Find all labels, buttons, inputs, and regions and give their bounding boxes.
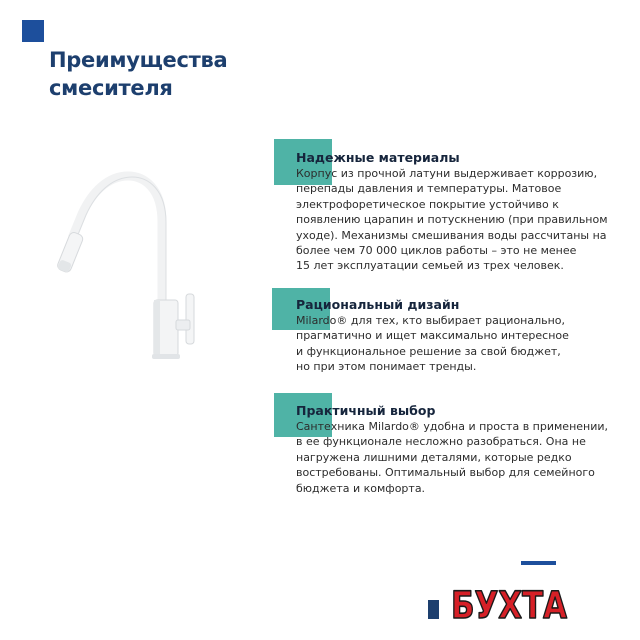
svg-text:БУХТА: БУХТА [451,584,568,627]
text-line: уходе). Механизмы смешивания воды рассчитаны на [296,228,607,242]
feature-title: Практичный выбор [296,403,436,418]
text-line: появлению царапин и потускнению (при правильном [296,213,608,227]
text-line: но при этом понимает тренды. [296,360,477,374]
page-title-line-1: Преимущества [49,48,228,72]
feature-title: Надежные материалы [296,150,460,165]
text-line: более чем 70 000 циклов работы – это не менее [296,244,577,258]
blue-line-decoration [521,561,556,565]
text-line: 15 лет эксплуатации семьей из трех человек. [296,259,564,273]
faucet-image [40,150,240,370]
feature-practical-choice [296,403,616,496]
buhta-logo [448,575,570,627]
text-line: Milardo® для тех, кто выбирает рационально, [296,314,566,327]
feature-description [296,313,616,375]
feature-rational-design [296,297,616,375]
text-line: перепады давления и температуры. Матовое [296,182,562,196]
text-line: бюджета и комфорта. [296,481,426,495]
text-line: Корпус из прочной латуни выдерживает коррозию, [296,167,598,180]
text-line: электрофоретическое покрытие устойчиво к [296,197,559,211]
feature-description [296,419,616,496]
feature-description [296,166,616,274]
corner-decoration [22,20,44,42]
text-line: востребованы. Оптимальный выбор для семейного [296,466,595,480]
text-line: Сантехника Milardo® удобна и проста в применении, [296,420,609,433]
blue-block-decoration [428,600,439,619]
text-line: нагружена лишними деталями, которые редко [296,450,572,464]
text-line: и функциональное решение за свой бюджет, [296,344,561,358]
svg-text:БУХТА: БУХТА [451,584,568,627]
text-line: прагматично и ищет максимально интересное [296,329,569,343]
text-line: в ее функционале несложно разобраться. Она не [296,435,586,449]
feature-reliable-materials [296,150,616,274]
page-title-line-2: смесителя [49,76,173,100]
feature-title: Рациональный дизайн [296,297,460,312]
page-title [49,46,227,102]
